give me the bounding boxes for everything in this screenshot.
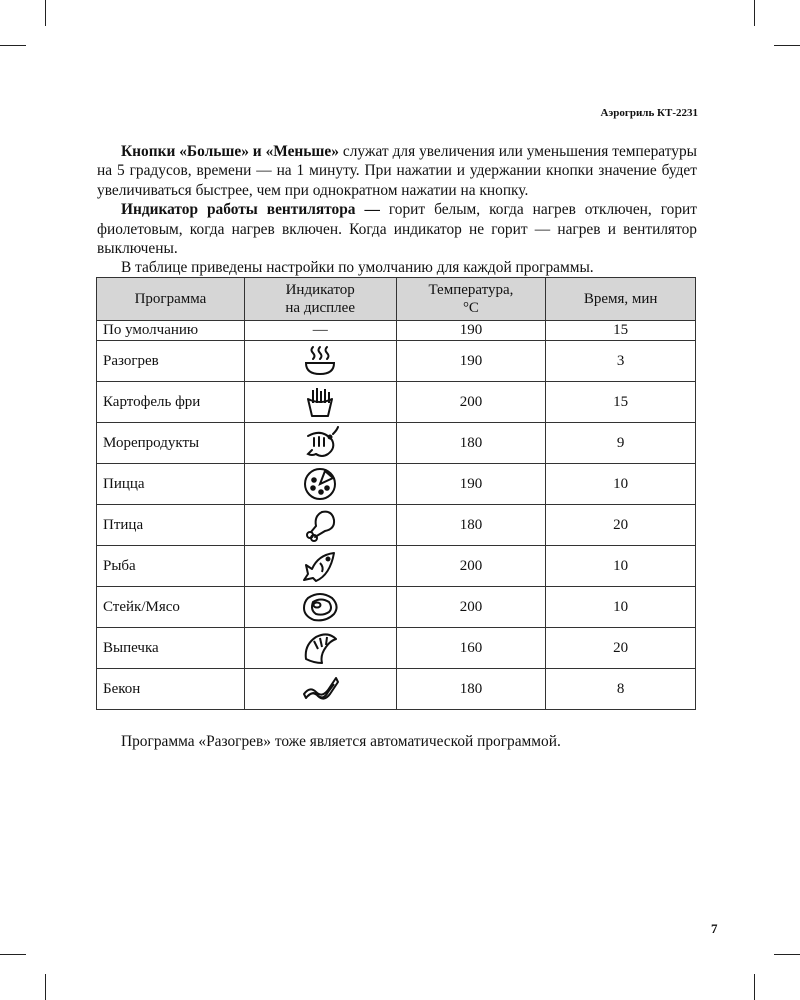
temperature-value: 160	[396, 628, 546, 669]
footer-note: Программа «Разогрев» тоже является автоматической программой.	[121, 733, 561, 750]
table-row	[97, 587, 696, 628]
page-number: 7	[711, 921, 718, 936]
program-name: Разогрев	[97, 341, 245, 382]
temperature-value: 180	[396, 423, 546, 464]
fish-icon	[300, 549, 340, 583]
crop-mark	[774, 954, 800, 955]
paragraph-table-intro: В таблице приведены настройки по умолчанию для каждой программы.	[121, 259, 594, 277]
temperature-value: 190	[396, 321, 546, 341]
program-name: Бекон	[97, 669, 245, 710]
bacon-icon	[300, 672, 340, 706]
term-buttons: Кнопки «Больше» и «Меньше»	[121, 143, 339, 160]
program-name: По умолчанию	[97, 321, 245, 341]
table-row	[97, 464, 696, 505]
pizza-icon	[300, 467, 340, 501]
table-row	[97, 423, 696, 464]
time-value: 15	[546, 321, 696, 341]
crop-mark	[754, 974, 755, 1000]
time-value: 20	[546, 505, 696, 546]
paragraph-text: служат для увеличения или уменьшения температуры на 5 градусов, времени — на 1 минуту. При нажатии и удержании кнопки значение будет увеличиваться быстрее, чем при однократном нажатии на кнопку.	[97, 143, 697, 199]
fries-icon	[300, 385, 340, 419]
program-settings-table	[96, 277, 696, 710]
table-row	[97, 628, 696, 669]
paragraph-fan-indicator	[97, 200, 697, 258]
time-value: 8	[546, 669, 696, 710]
program-name: Птица	[97, 505, 245, 546]
temperature-value: 190	[396, 341, 546, 382]
steak-icon	[300, 590, 340, 624]
table-header-row	[97, 278, 696, 321]
paragraph-buttons	[97, 142, 697, 200]
program-name: Выпечка	[97, 628, 245, 669]
temperature-value: 180	[396, 505, 546, 546]
temperature-value: 190	[396, 464, 546, 505]
table-row	[97, 669, 696, 710]
shrimp-icon	[300, 426, 340, 460]
term-fan-indicator: Индикатор работы вентилятора —	[121, 201, 380, 219]
table-row	[97, 321, 696, 341]
program-name: Морепродукты	[97, 423, 245, 464]
time-value: 10	[546, 546, 696, 587]
time-value: 3	[546, 341, 696, 382]
temperature-value: 200	[396, 382, 546, 423]
crop-mark	[774, 45, 800, 46]
table-row	[97, 505, 696, 546]
drumstick-icon	[300, 508, 340, 542]
column-header-temperature: Температура, °C	[396, 278, 546, 321]
table-row	[97, 546, 696, 587]
time-value: 10	[546, 464, 696, 505]
time-value: 9	[546, 423, 696, 464]
temperature-value: 180	[396, 669, 546, 710]
croissant-icon	[300, 631, 340, 665]
indicator-dash: —	[244, 321, 396, 341]
program-name: Стейк/Мясо	[97, 587, 245, 628]
paragraph-text: горит белым, когда нагрев отключен, горит фиолетовым, когда нагрев включен. Когда индикатор не горит — нагрев и вентилятор выключены.	[97, 201, 697, 258]
steaming-bowl-icon	[300, 344, 340, 378]
crop-mark	[45, 0, 46, 26]
running-header: Аэрогриль КТ-2231	[600, 107, 698, 119]
column-header-time: Время, мин	[546, 278, 696, 321]
column-header-indicator: Индикатор на дисплее	[244, 278, 396, 321]
temperature-value: 200	[396, 546, 546, 587]
table-row	[97, 341, 696, 382]
time-value: 20	[546, 628, 696, 669]
program-name: Рыба	[97, 546, 245, 587]
crop-mark	[0, 954, 26, 955]
column-header-program: Программа	[97, 278, 245, 321]
crop-mark	[0, 45, 26, 46]
body-text	[97, 142, 697, 278]
temperature-value: 200	[396, 587, 546, 628]
crop-mark	[754, 0, 755, 26]
time-value: 10	[546, 587, 696, 628]
program-name: Пицца	[97, 464, 245, 505]
time-value: 15	[546, 382, 696, 423]
crop-mark	[45, 974, 46, 1000]
program-name: Картофель фри	[97, 382, 245, 423]
table-row	[97, 382, 696, 423]
